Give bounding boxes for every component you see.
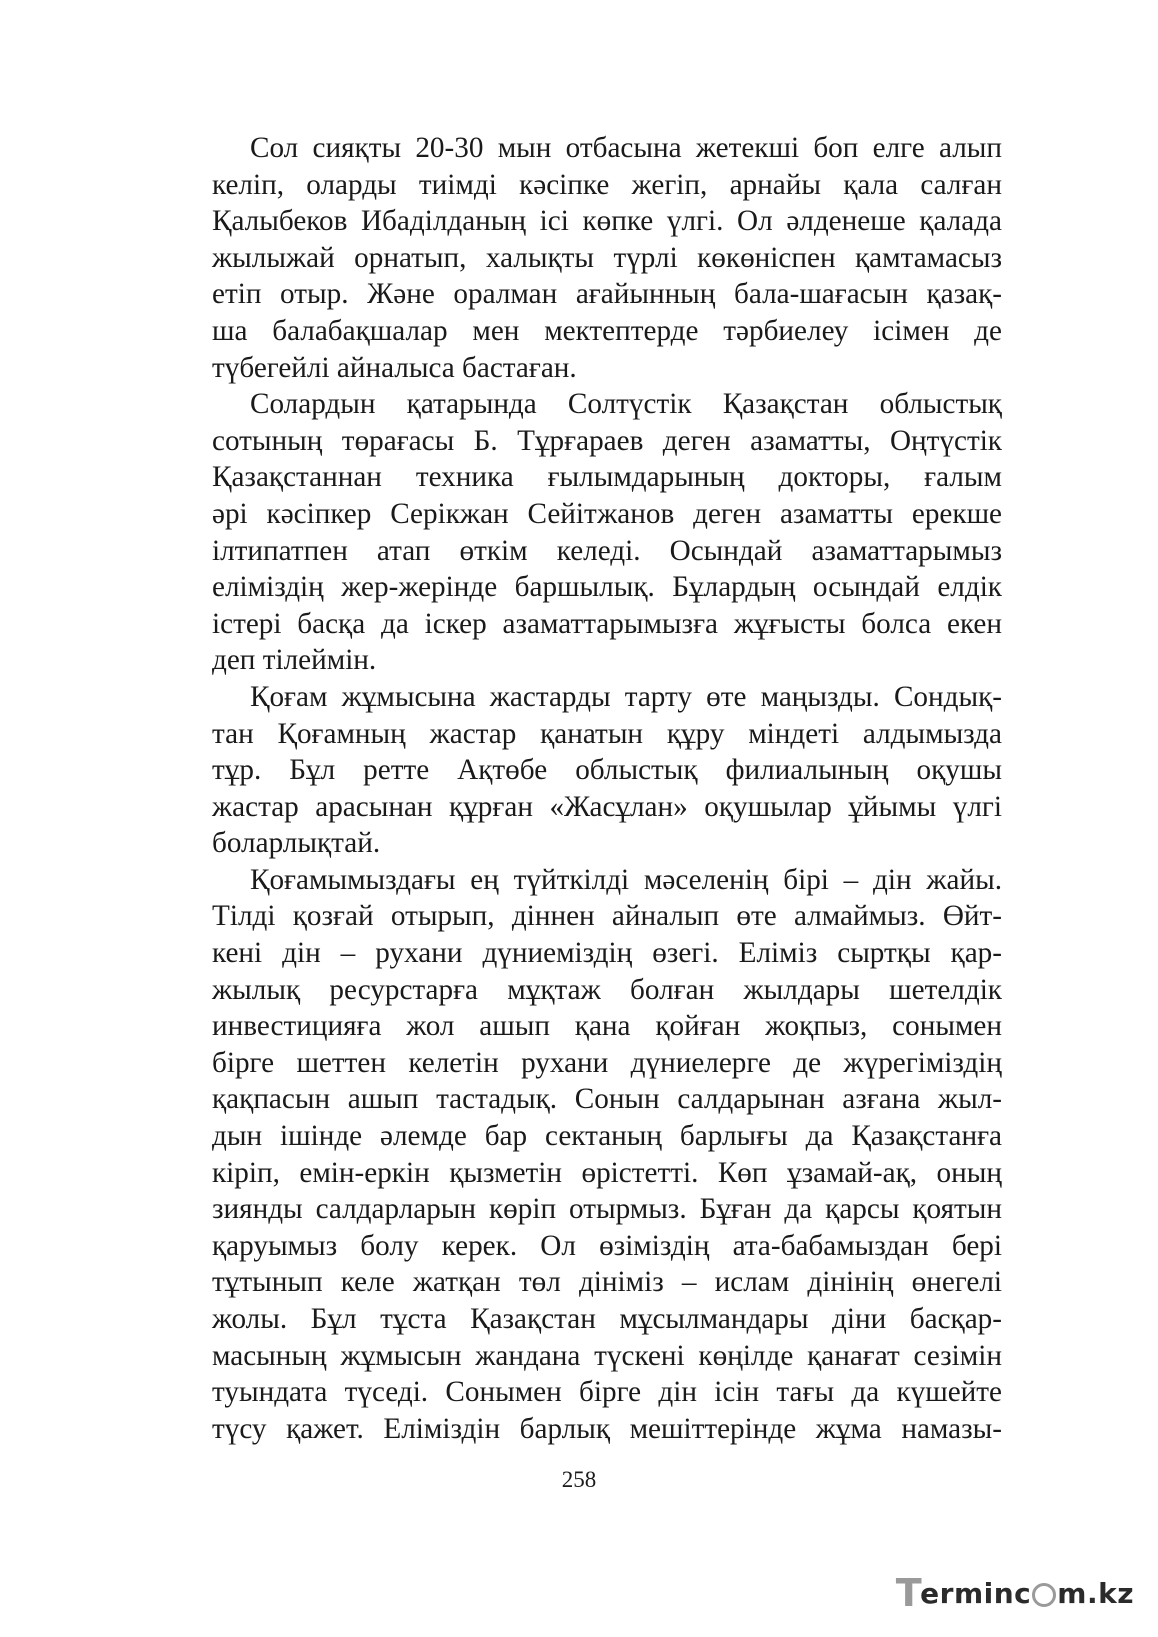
text-line: дын ішінде әлемде бар сектаның барлығы да Қазақстанға bbox=[212, 1120, 1002, 1153]
logo-text-domain: m.kz bbox=[1057, 1576, 1134, 1610]
text-line: қақпасын ашып тастадық. Сонын салдарынан азғана жыл- bbox=[212, 1083, 1002, 1116]
text-line: қаруымыз болу керек. Ол өзіміздің ата-бабамыздан бері bbox=[212, 1229, 1002, 1262]
text-line: Солардын қатарында Солтүстік Қазақстан облыстық bbox=[250, 388, 1002, 421]
text-line: түсу қажет. Еліміздін барлық мешіттерінде жұма намазы- bbox=[212, 1412, 1002, 1445]
text-line: Қалыбеков Ибаділданың ісі көпке үлгі. Ол әлденеше қалада bbox=[212, 205, 1002, 238]
text-line: ша балабақшалар мен мектептерде тәрбиелеу ісімен де bbox=[212, 314, 1002, 347]
paragraph-1 bbox=[212, 130, 1002, 386]
page-number: 258 bbox=[561, 1467, 597, 1492]
text-line: туындата түседі. Сонымен бірге дін ісін тағы да күшейте bbox=[212, 1376, 1002, 1409]
text-line: Сол сияқты 20-30 мын отбасына жетекші боп елге алып bbox=[250, 132, 1002, 164]
text-line: тұр. Бұл ретте Ақтөбе облыстық филиалының оқушы bbox=[212, 754, 1002, 787]
text-line: кіріп, емін-еркін қызметін өрістетті. Көп ұзамай-ақ, оның bbox=[212, 1156, 1002, 1189]
text-line: түбегейлі айналыса бастаған. bbox=[212, 351, 577, 384]
text-line: ілтипатпен атап өткім келеді. Осындай азаматтарымыз bbox=[212, 534, 1002, 567]
text-line: кені дін – рухани дүниеміздің өзегі. Еліміз сыртқы қар- bbox=[212, 937, 1002, 970]
paragraph-3 bbox=[212, 679, 1002, 862]
text-line: сотының төрағасы Б. Тұрғараев деген азаматты, Оңтүстік bbox=[212, 424, 1002, 457]
terminkom-logo bbox=[896, 1571, 1134, 1615]
text-line: келіп, оларды тиімді кәсіпке жегіп, арнайы қала салған bbox=[212, 168, 1002, 201]
text-line: зиянды салдарларын көріп отырмыз. Бұған да қарсы қоятын bbox=[212, 1193, 1002, 1226]
text-line: Қоғам жұмысына жастарды тарту өте маңызды. Сондық- bbox=[250, 680, 1002, 713]
text-line: жастар арасынан құрған «Жасұлан» оқушылар ұйымы үлгі bbox=[212, 790, 1002, 823]
text-line: Тілді қозғай отырып, діннен айналып өте алмаймыз. Өйт- bbox=[212, 900, 1002, 933]
text-line: жолы. Бұл тұста Қазақстан мұсылмандары діни басқар- bbox=[212, 1303, 1002, 1335]
logo-letter-t: T bbox=[895, 1571, 923, 1615]
text-line: масының жұмысын жандана түскені көңілде қанағат сезімін bbox=[212, 1339, 1002, 1372]
text-line: тұтынып келе жатқан төл дініміз – ислам дінінің өнегелі bbox=[212, 1266, 1002, 1299]
text-line: боларлықтай. bbox=[212, 827, 381, 860]
page-body bbox=[212, 130, 1002, 1447]
text-line: бірге шеттен келетін рухани дүниелерге де жүрегіміздің bbox=[212, 1046, 1002, 1079]
text-line: жылық ресурстарға мұқтаж болған жылдары шетелдік bbox=[212, 973, 1002, 1006]
text-line: Қазақстаннан техника ғылымдарының докторы, ғалым bbox=[212, 461, 1002, 494]
paragraph-2 bbox=[212, 386, 1002, 679]
paragraph-4 bbox=[212, 862, 1002, 1448]
logo-ring-icon bbox=[1032, 1583, 1056, 1607]
text-line: істері басқа да іскер азаматтарымызға жұғысты болса екен bbox=[212, 607, 1002, 640]
text-line: еліміздің жер-жерінде баршылық. Бұлардың осындай елдік bbox=[212, 571, 1002, 604]
text-line: етіп отыр. Және оралман ағайынның бала-шағасын қазақ- bbox=[212, 278, 1002, 311]
text-line: Қоғамымыздағы ең түйткілді мәселенің бірі – дін жайы. bbox=[250, 863, 1002, 896]
text-line: жылыжай орнатып, халықты түрлі көкөніспен қамтамасыз bbox=[212, 241, 1002, 274]
logo-text-part: erminc bbox=[920, 1576, 1032, 1610]
text-line: әрі кәсіпкер Серікжан Сейітжанов деген азаматты ерекше bbox=[212, 497, 1002, 530]
text-line: тан Қоғамның жастар қанатын құру міндеті алдымызда bbox=[212, 717, 1002, 750]
text-line: инвестицияға жол ашып қана қойған жоқпыз, сонымен bbox=[212, 1010, 1002, 1043]
text-line: деп тілеймін. bbox=[212, 644, 377, 677]
